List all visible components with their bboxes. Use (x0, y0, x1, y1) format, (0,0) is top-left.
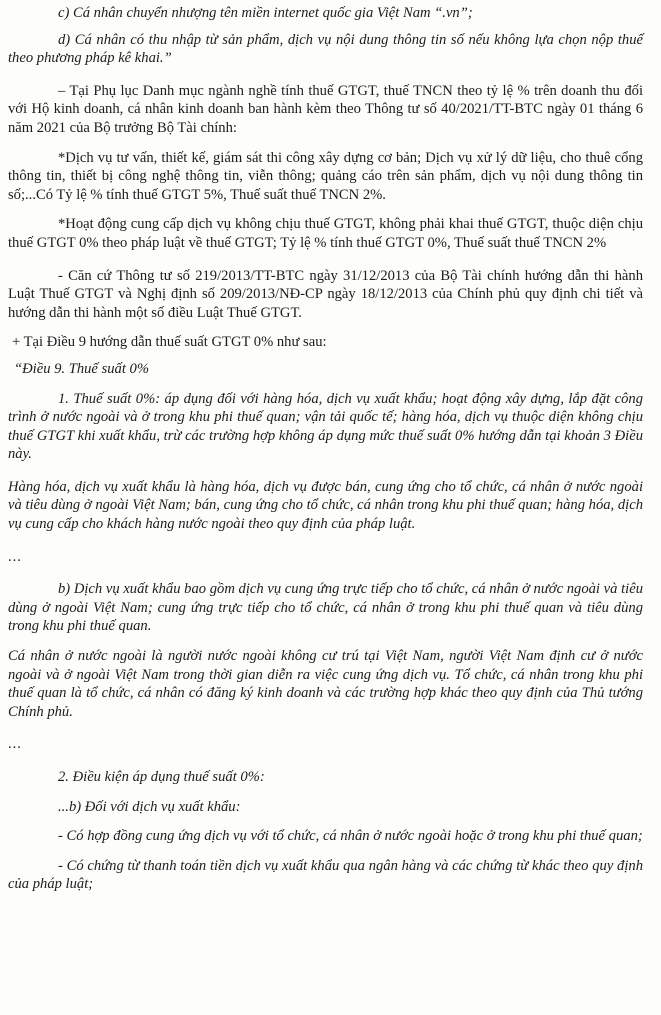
paragraph-appendix-circular-40: – Tại Phụ lục Danh mục ngành nghề tính thuế GTGT, thuế TNCN theo tỷ lệ % trên doanh thu đối với Hộ kinh doanh, cá nhân kinh doanh ban hành kèm theo Thông tư số 40/2021/TT-BTC ngày 01 tháng 6 năm 2021 của Bộ trưởng Bộ Tài chính: (8, 82, 643, 136)
paragraph-export-services-definition: b) Dịch vụ xuất khẩu bao gồm dịch vụ cung ứng trực tiếp cho tổ chức, cá nhân ở nước ngoài và tiêu dùng ở ngoài Việt Nam; cung ứng trực tiếp cho tổ chức, cá nhân ở trong khu phi thuế quan và tiêu dùng trong khu phi thuế quan. (8, 581, 643, 635)
paragraph-service-contract-condition: - Có hợp đồng cung ứng dịch vụ với tổ chức, cá nhân ở nước ngoài hoặc ở trong khu phi thuế quan; (58, 828, 643, 845)
paragraph-foreign-individual-definition: Cá nhân ở nước ngoài là người nước ngoài không cư trú tại Việt Nam, người Việt Nam định cư ở nước ngoài và ở ngoài Việt Nam trong thời gian diễn ra việc cung ứng dịch vụ. Tổ chức, cá nhân trong khu phi thuế quan là tổ chức, cá nhân có đăng ký kinh doanh và các trường hợp khác theo quy định của Thủ tướng Chính phủ. (8, 648, 643, 720)
paragraph-article-9-intro: + Tại Điều 9 hướng dẫn thuế suất GTGT 0% như sau: (12, 334, 327, 351)
paragraph-consulting-services-rate: *Dịch vụ tư vấn, thiết kế, giám sát thi công xây dựng cơ bản; Dịch vụ xử lý dữ liệu, cho thuê cổng thông tin, thiết bị công nghệ thông tin, viễn thông; quảng cáo trên sản phẩm, dịch vụ nội dung thông tin số;...Có Tỷ lệ % tính thuế GTGT 5%, Thuế suất thuế TNCN 2%. (8, 149, 643, 203)
paragraph-d-digital-content: d) Cá nhân có thu nhập từ sản phẩm, dịch vụ nội dung thông tin số nếu không lựa chọn nộp thuế theo phương pháp kê khai.” (8, 31, 643, 67)
paragraph-export-goods-definition: Hàng hóa, dịch vụ xuất khẩu là hàng hóa, dịch vụ được bán, cung ứng cho tổ chức, cá nhân ở nước ngoài và tiêu dùng ở ngoài Việt Nam; bán, cung ứng cho tổ chức, cá nhân trong khu phi thuế quan; hàng hóa, dịch vụ cung cấp cho khách hàng nước ngoài theo quy định của pháp luật. (8, 478, 643, 533)
paragraph-clause-2-conditions: 2. Điều kiện áp dụng thuế suất 0%: (58, 769, 265, 785)
paragraph-export-services-conditions: ...b) Đối với dịch vụ xuất khẩu: (58, 798, 241, 815)
paragraph-non-taxable-services-rate: *Hoạt động cung cấp dịch vụ không chịu thuế GTGT, không phải khai thuế GTGT, thuộc diện chịu thuế GTGT 0% theo pháp luật về thuế GTGT; Tỷ lệ % tính thuế GTGT 0%, Thuế suất thuế TNCN 2% (8, 216, 643, 251)
ellipsis-2: ... (8, 736, 22, 753)
article-9-heading: “Điều 9. Thuế suất 0% (14, 360, 149, 377)
paragraph-payment-voucher-condition: - Có chứng từ thanh toán tiền dịch vụ xuất khẩu qua ngân hàng và các chứng từ khác theo quy định của pháp luật; (8, 857, 643, 893)
paragraph-article-9-clause-1: 1. Thuế suất 0%: áp dụng đối với hàng hóa, dịch vụ xuất khẩu; hoạt động xây dựng, lắp đặt công trình ở nước ngoài và ở trong khu phi thuế quan; vận tải quốc tế; hàng hóa, dịch vụ thuộc diện không chịu thuế GTGT khi xuất khẩu, trừ các trường hợp không áp dụng mức thuế suất 0% hướng dẫn tại khoản 3 Điều này. (8, 390, 643, 463)
ellipsis-1: ... (8, 548, 22, 565)
paragraph-c-domain-transfer: c) Cá nhân chuyển nhượng tên miền internet quốc gia Việt Nam “.vn”; (58, 5, 473, 21)
paragraph-circular-219: - Căn cứ Thông tư số 219/2013/TT-BTC ngày 31/12/2013 của Bộ Tài chính hướng dẫn thi hành Luật Thuế GTGT và Nghị định số 209/2013/NĐ-CP ngày 18/12/2013 của Chính phủ quy định chi tiết và hướng dẫn thi hành một số điều Luật Thuế GTGT. (8, 267, 643, 321)
